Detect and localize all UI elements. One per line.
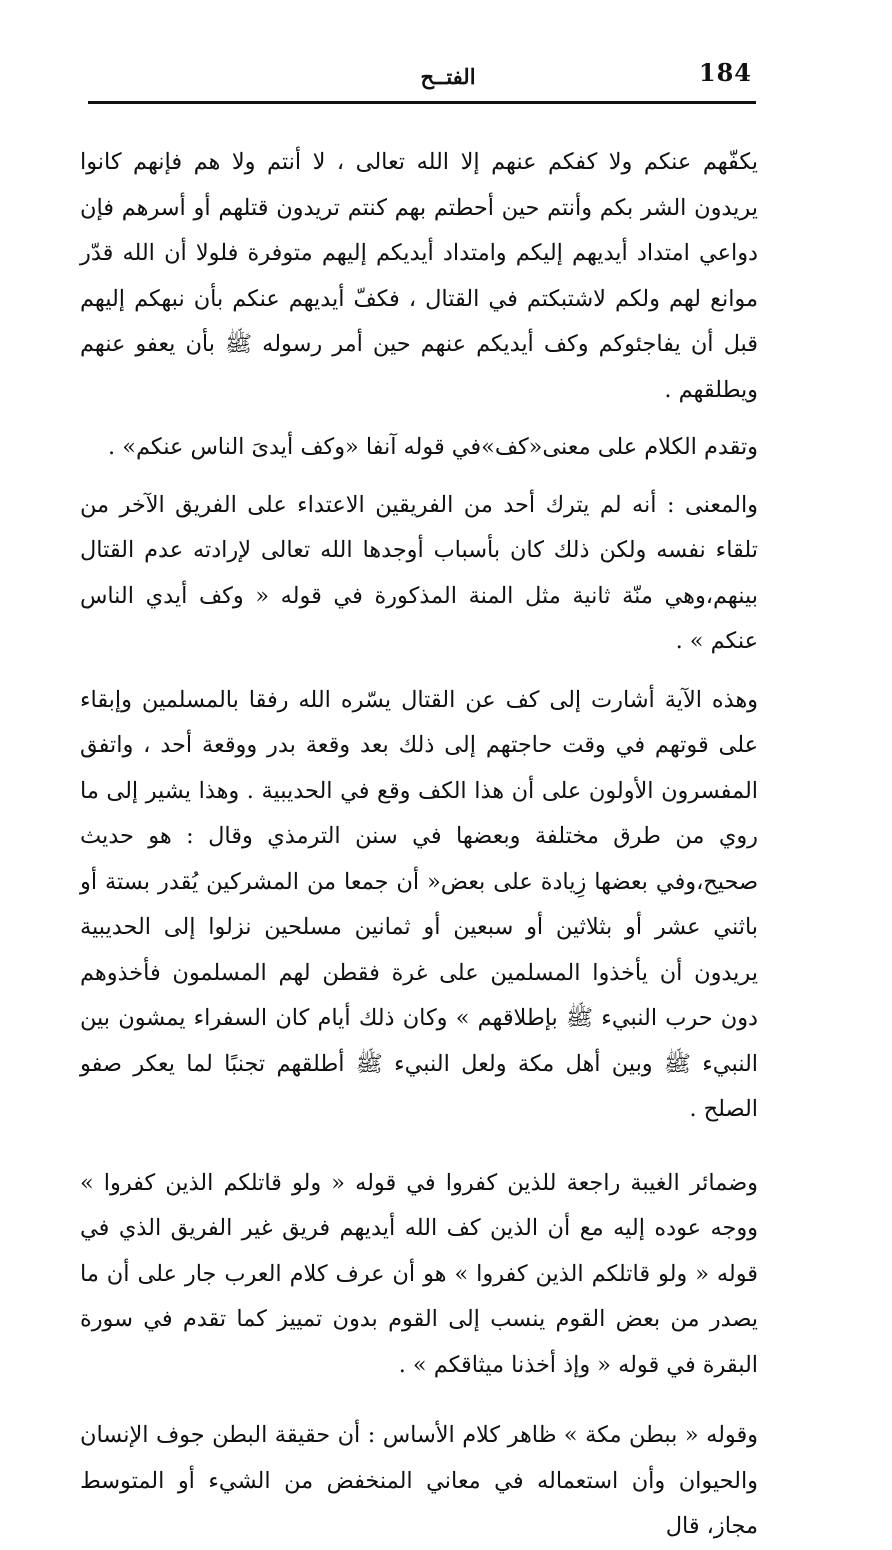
paragraph-2: وتقدم الكلام على معنى«كف»في قوله آنفا «وكف أيدىَ الناس عنكم» .	[108, 434, 758, 460]
paragraph-5: وضمائر الغيبة راجعة للذين كفروا في قوله « ولو قاتلكم الذين كفروا » ووجه عوده إليه مع أن الذين كف الله أيديهم فريق غير الفريق الذي في قوله « ولو قاتلكم الذين كفروا » هو أن عرف كلام العرب جار على أن ما يصدر من بعض القوم ينسب إلى القوم بدون تمييز كما تقدم في سورة البقرة في قوله « وإذ أخذنا ميثاقكم » .	[80, 1169, 758, 1378]
running-title: الفتــح	[420, 64, 476, 89]
page-number: 184	[698, 58, 752, 87]
page-header	[88, 58, 756, 102]
paragraph-6: وقوله « ببطن مكة » ظاهر كلام الأساس : أن حقيقة البطن جوف الإنسان والحيوان وأن استعماله في معاني المنخفض من الشيء أو المتوسط مجاز، قال	[80, 1422, 758, 1539]
paragraph-4: وهذه الآية أشارت إلى كف عن القتال يسّره الله رفقا بالمسلمين وإبقاء على قوتهم في وقت حاجتهم إلى ذلك بعد وقعة بدر ووقعة أحد ، واتفق المفسرون الأولون على أن هذا الكف وقع في الحديبية . وهذا يشير إلى ما روي من طرق مختلفة وبعضها في سنن الترمذي وقال : هو حديث صحيح،وفي بعضها زِيادة على بعض« أن جمعا من المشركين يُقدر بستة أو باثني عشر أو بثلاثين أو سبعين أو ثمانين مسلحين نزلوا إلى الحديبية يريدون أن يأخذوا المسلمين على غرة فقطن لهم المسلمون فأخذوهم دون حرب النبيء ﷺ بإطلاقهم » وكان ذلك أيام كان السفراء يمشون بين النبيء ﷺ وبين أهل مكة ولعل النبيء ﷺ أطلقهم تجنبًا لما يعكر صفو الصلح .	[80, 686, 758, 1122]
paragraph-1: يكفّهم عنكم ولا كفكم عنهم إلا الله تعالى ، لا أنتم ولا هم فإنهم كانوا يريدون الشر بكم وأنتم حين أحطتم بهم كنتم تريدون قتلهم أو أسرهم فإن دواعي امتداد أيديهم إليكم وامتداد أيديكم إليهم متوفرة فلولا أن الله قدّر موانع لهم ولكم لاشتبكتم في القتال ، فكفّ أيديهم عنكم بأن نبهكم إليهم قبل أن يفاجئوكم وكف أيديكم عنهم حين أمر رسوله ﷺ بأن يعفو عنهم ويطلقهم .	[80, 149, 758, 403]
header-rule	[88, 101, 756, 104]
paragraph-3: والمعنى : أنه لم يترك أحد من الفريقين الاعتداء على الفريق الآخر من تلقاء نفسه ولكن ذلك كان بأسباب أوجدها الله تعالى لإرادته عدم القتال بينهم،وهي منّة ثانية مثل المنة المذكورة في قوله « وكف أيدي الناس عنكم » .	[80, 491, 758, 654]
body-text	[80, 140, 758, 1550]
